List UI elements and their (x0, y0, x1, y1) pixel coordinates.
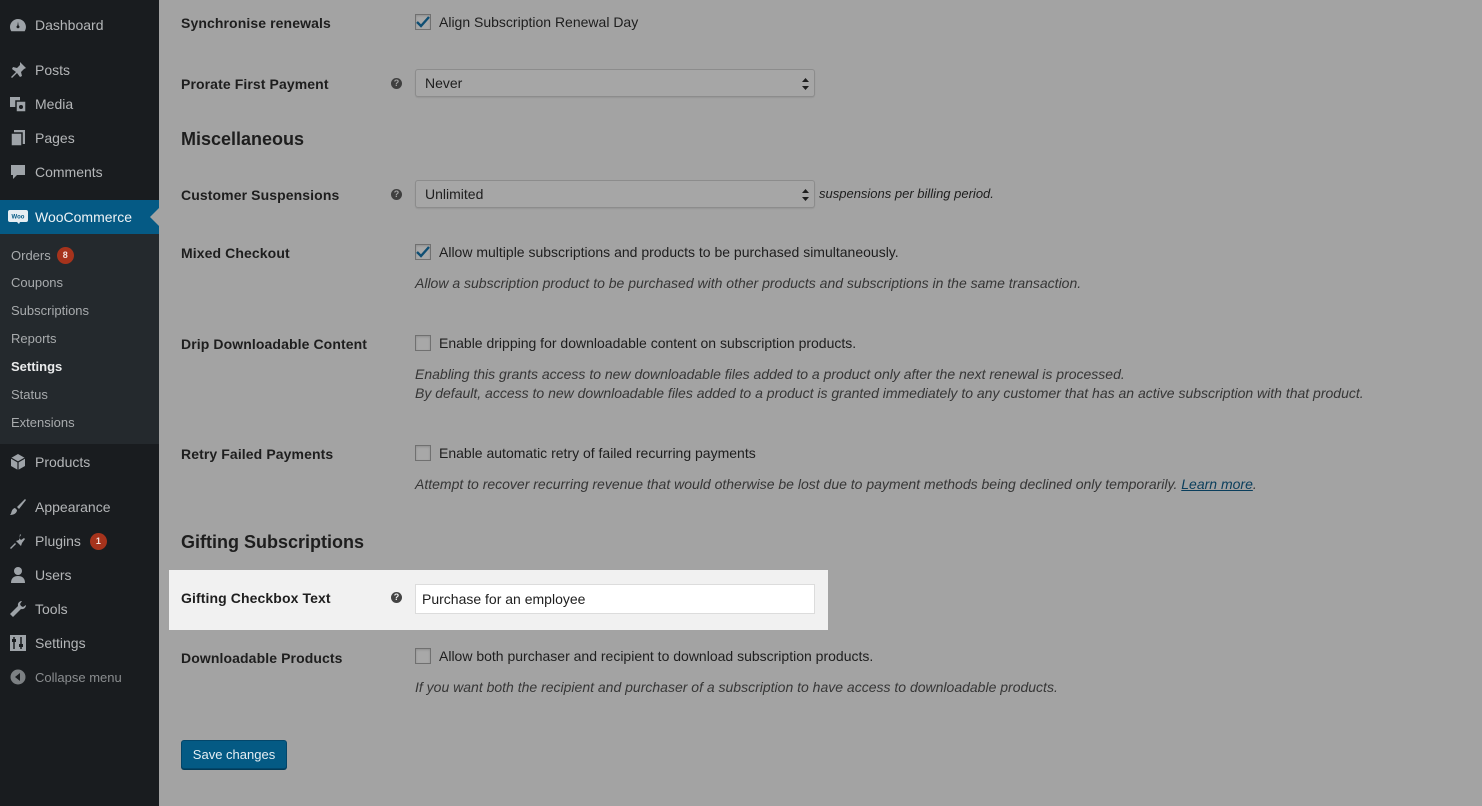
menu-item-users[interactable] (0, 558, 159, 592)
drip-content-option[interactable] (415, 335, 856, 351)
downloadable-products-description: If you want both the recipient and purchaser of a subscription to have access to downloadable products. (415, 679, 1058, 695)
products-icon (7, 452, 29, 472)
submenu-label: Reports (11, 331, 57, 346)
gifting-heading: Gifting Subscriptions (181, 532, 364, 552)
retry-description-text: Attempt to recover recurring revenue that would otherwise be lost due to payment methods being declined only temporarily. (415, 476, 1178, 492)
prorate-select[interactable] (415, 69, 815, 97)
customer-suspensions-select[interactable] (415, 180, 815, 208)
gifting-input-value: Purchase for an employee (422, 591, 586, 607)
submenu-label: Settings (11, 359, 63, 374)
mixed-checkout-checkbox[interactable] (415, 244, 431, 260)
menu-item-comments[interactable] (0, 155, 159, 189)
help-icon[interactable]: ? (391, 189, 402, 200)
drip-content-checkbox-label: Enable dripping for downloadable content on subscription products. (439, 335, 857, 351)
drip-content-description-2: By default, access to new downloadable files added to a product is granted immediately to any customer that has an active subscription with that product. (415, 385, 1364, 401)
customer-suspensions-label: Customer Suspensions (181, 187, 340, 203)
menu-item-pages[interactable] (0, 121, 159, 155)
drip-content-checkbox[interactable] (415, 335, 431, 351)
submenu-item-extensions[interactable] (11, 415, 75, 430)
collapse-icon (7, 667, 29, 687)
sync-renewals-checkbox-label: Align Subscription Renewal Day (439, 14, 639, 30)
menu-label: Media (35, 96, 74, 112)
submenu-label: Coupons (11, 275, 64, 290)
submenu-label: Extensions (11, 415, 75, 430)
menu-label: Comments (35, 164, 103, 180)
downloadable-products-label: Downloadable Products (181, 650, 343, 666)
prorate-selected-value: Never (425, 75, 463, 91)
help-icon[interactable]: ? (391, 592, 402, 603)
active-indicator (150, 208, 159, 226)
menu-label: Tools (35, 601, 68, 617)
menu-label: Collapse menu (35, 669, 122, 685)
menu-label: Products (35, 454, 91, 470)
downloadable-products-checkbox[interactable] (415, 648, 431, 664)
mixed-checkout-description: Allow a subscription product to be purchased with other products and subscriptions in the same transaction. (415, 275, 1082, 291)
learn-more-link[interactable]: Learn more (1181, 476, 1253, 492)
dashboard-icon (7, 15, 29, 35)
plugins-update-badge: 1 (90, 533, 107, 550)
submenu-item-settings[interactable] (11, 359, 62, 374)
menu-label: WooCommerce (35, 209, 132, 225)
pages-icon (7, 128, 29, 148)
settings-form (159, 0, 1482, 806)
sync-renewals-label: Synchronise renewals (181, 15, 331, 31)
retry-payments-description (415, 476, 1257, 492)
drip-content-label: Drip Downloadable Content (181, 336, 368, 352)
menu-label: Dashboard (35, 17, 104, 33)
media-icon (7, 94, 29, 114)
mixed-checkout-option[interactable] (415, 244, 899, 260)
comments-icon (7, 162, 29, 182)
downloadable-products-option[interactable] (415, 648, 873, 664)
mixed-checkout-checkbox-label: Allow multiple subscriptions and products to be purchased simultaneously. (439, 244, 899, 260)
tools-icon (7, 599, 29, 619)
submenu-item-status[interactable] (11, 387, 48, 402)
retry-payments-checkbox[interactable] (415, 445, 431, 461)
retry-payments-checkbox-label: Enable automatic retry of failed recurring payments (439, 445, 756, 461)
select-arrows-icon (802, 188, 809, 202)
gifting-checkbox-text-input[interactable] (415, 584, 815, 614)
submenu-item-coupons[interactable] (11, 275, 63, 290)
miscellaneous-heading: Miscellaneous (181, 129, 305, 149)
suspensions-selected-value: Unlimited (425, 186, 484, 202)
menu-item-settings[interactable] (0, 626, 159, 660)
svg-text:Woo: Woo (11, 214, 25, 221)
users-icon (7, 565, 29, 585)
submenu-label: Orders (11, 248, 51, 263)
retry-description-suffix: . (1252, 476, 1257, 492)
checkmark-icon (416, 16, 430, 28)
plugins-icon (7, 531, 29, 551)
settings-icon (7, 633, 29, 653)
save-changes-button[interactable]: Save changes (181, 740, 287, 769)
gifting-checkbox-text-label: Gifting Checkbox Text (181, 590, 331, 606)
menu-item-woocommerce[interactable] (0, 200, 159, 234)
submenu-item-reports[interactable] (11, 331, 57, 346)
menu-item-appearance[interactable] (0, 490, 159, 524)
sync-renewals-checkbox[interactable] (415, 14, 431, 30)
pin-icon (7, 60, 29, 80)
collapse-menu-button[interactable] (0, 660, 159, 694)
retry-payments-option[interactable] (415, 445, 756, 461)
menu-item-plugins[interactable] (0, 524, 159, 558)
menu-item-posts[interactable] (0, 53, 159, 87)
appearance-icon (7, 497, 29, 517)
submenu-item-subscriptions[interactable] (11, 303, 89, 318)
menu-label: Settings (35, 635, 86, 651)
sync-renewals-option[interactable] (415, 14, 638, 30)
drip-content-description-1: Enabling this grants access to new downloadable files added to a product only after the next renewal is processed. (415, 366, 1125, 382)
menu-label: Posts (35, 62, 71, 78)
menu-item-media[interactable] (0, 87, 159, 121)
retry-payments-label: Retry Failed Payments (181, 446, 334, 462)
menu-label: Appearance (35, 499, 111, 515)
menu-item-products[interactable] (0, 445, 159, 479)
admin-sidebar (0, 0, 159, 806)
menu-item-dashboard[interactable] (0, 8, 159, 42)
checkmark-icon (416, 246, 430, 258)
menu-label: Users (35, 567, 72, 583)
select-arrows-icon (802, 77, 809, 91)
mixed-checkout-label: Mixed Checkout (181, 245, 290, 261)
prorate-label: Prorate First Payment (181, 76, 329, 92)
woocommerce-icon (7, 207, 29, 227)
menu-item-tools[interactable] (0, 592, 159, 626)
help-icon[interactable]: ? (391, 78, 402, 89)
submenu-label: Subscriptions (11, 303, 90, 318)
woocommerce-submenu (0, 234, 159, 444)
orders-count-badge: 8 (57, 247, 74, 264)
submenu-label: Status (11, 387, 48, 402)
downloadable-products-checkbox-label: Allow both purchaser and recipient to download subscription products. (439, 648, 874, 664)
menu-label: Plugins (35, 533, 81, 549)
submenu-item-orders[interactable] (11, 247, 74, 264)
menu-label: Pages (35, 130, 75, 146)
suspensions-note: suspensions per billing period. (819, 186, 994, 201)
